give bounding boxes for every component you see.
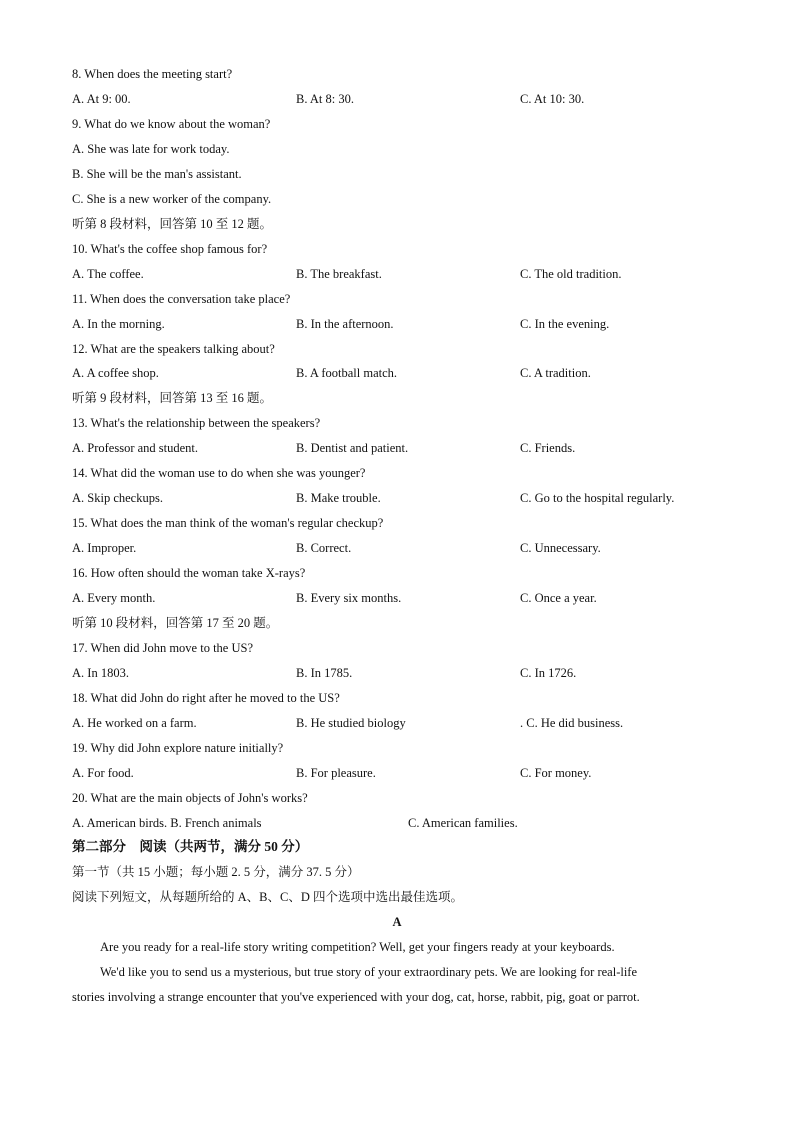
passage-paragraph-2-line-2: stories involving a strange encounter that you've experienced with your dog, cat, horse, rabbit, pig, goat or parrot. [72,990,640,1004]
q9-option-a: A. She was late for work today. [72,142,230,156]
q10-option-c: C. The old tradition. [520,267,622,281]
q8-option-c: C. At 10: 30. [520,92,585,106]
q17-option-c: C. In 1726. [520,666,577,680]
question-17: 17. When did John move to the US? [72,641,253,655]
q10-option-b: B. The breakfast. [296,267,382,281]
section-instruction-8: 听第 8 段材料，回答第 10 至 12 题。 [72,217,273,231]
q16-option-b: B. Every six months. [296,591,402,605]
q18-option-b: B. He studied biology [296,716,406,730]
question-9: 9. What do we know about the woman? [72,117,271,131]
question-10: 10. What's the coffee shop famous for? [72,242,268,256]
question-12: 12. What are the speakers talking about? [72,342,275,356]
q14-option-a: A. Skip checkups. [72,491,163,505]
q16-option-a: A. Every month. [72,591,156,605]
section-instruction-9: 听第 9 段材料，回答第 13 至 16 题。 [72,391,273,405]
q12-option-b: B. A football match. [296,366,398,380]
q18-option-c: . C. He did business. [520,716,624,730]
passage-letter: A [392,915,402,929]
q9-option-c: C. She is a new worker of the company. [72,192,272,206]
q20-option-ab: A. American birds. B. French animals [72,816,262,830]
q15-option-a: A. Improper. [72,541,137,555]
part2-instruction: 阅读下列短文，从每题所给的 A、B、C、D 四个选项中选出最佳选项。 [72,890,463,904]
part2-subheading: 第一节（共 15 小题；每小题 2. 5 分，满分 37. 5 分） [72,865,360,879]
q13-option-b: B. Dentist and patient. [296,441,409,455]
q13-option-c: C. Friends. [520,441,576,455]
q8-option-b: B. At 8: 30. [296,92,354,106]
q19-option-c: C. For money. [520,766,592,780]
question-18: 18. What did John do right after he moved to the US? [72,691,340,705]
question-19: 19. Why did John explore nature initially? [72,741,284,755]
passage-paragraph-2-line-1: We'd like you to send us a mysterious, but true story of your extraordinary pets. We are looking for real-life [100,965,638,979]
q11-option-a: A. In the morning. [72,317,165,331]
question-20: 20. What are the main objects of John's works? [72,791,308,805]
q16-option-c: C. Once a year. [520,591,597,605]
q17-option-a: A. In 1803. [72,666,129,680]
q19-option-a: A. For food. [72,766,134,780]
part2-heading: 第二部分 阅读（共两节，满分 50 分） [72,839,309,854]
question-14: 14. What did the woman use to do when she was younger? [72,466,366,480]
section-instruction-10: 听第 10 段材料，回答第 17 至 20 题。 [72,616,279,630]
question-8: 8. When does the meeting start? [72,67,233,81]
q12-option-a: A. A coffee shop. [72,366,159,380]
q20-option-c: C. American families. [408,816,518,830]
q10-option-a: A. The coffee. [72,267,144,281]
q9-option-b: B. She will be the man's assistant. [72,167,242,181]
question-15: 15. What does the man think of the woman's regular checkup? [72,516,384,530]
q18-option-a: A. He worked on a farm. [72,716,197,730]
q14-option-b: B. Make trouble. [296,491,381,505]
q14-option-c: C. Go to the hospital regularly. [520,491,675,505]
passage-paragraph-1: Are you ready for a real-life story writing competition? Well, get your fingers ready at your keyboards. [100,940,615,954]
question-16: 16. How often should the woman take X-rays? [72,566,306,580]
q8-option-a: A. At 9: 00. [72,92,131,106]
q11-option-c: C. In the evening. [520,317,610,331]
q17-option-b: B. In 1785. [296,666,353,680]
question-11: 11. When does the conversation take place? [72,292,291,306]
q15-option-b: B. Correct. [296,541,352,555]
q12-option-c: C. A tradition. [520,366,591,380]
question-13: 13. What's the relationship between the speakers? [72,416,321,430]
q11-option-b: B. In the afternoon. [296,317,394,331]
q15-option-c: C. Unnecessary. [520,541,601,555]
q19-option-b: B. For pleasure. [296,766,376,780]
q13-option-a: A. Professor and student. [72,441,199,455]
